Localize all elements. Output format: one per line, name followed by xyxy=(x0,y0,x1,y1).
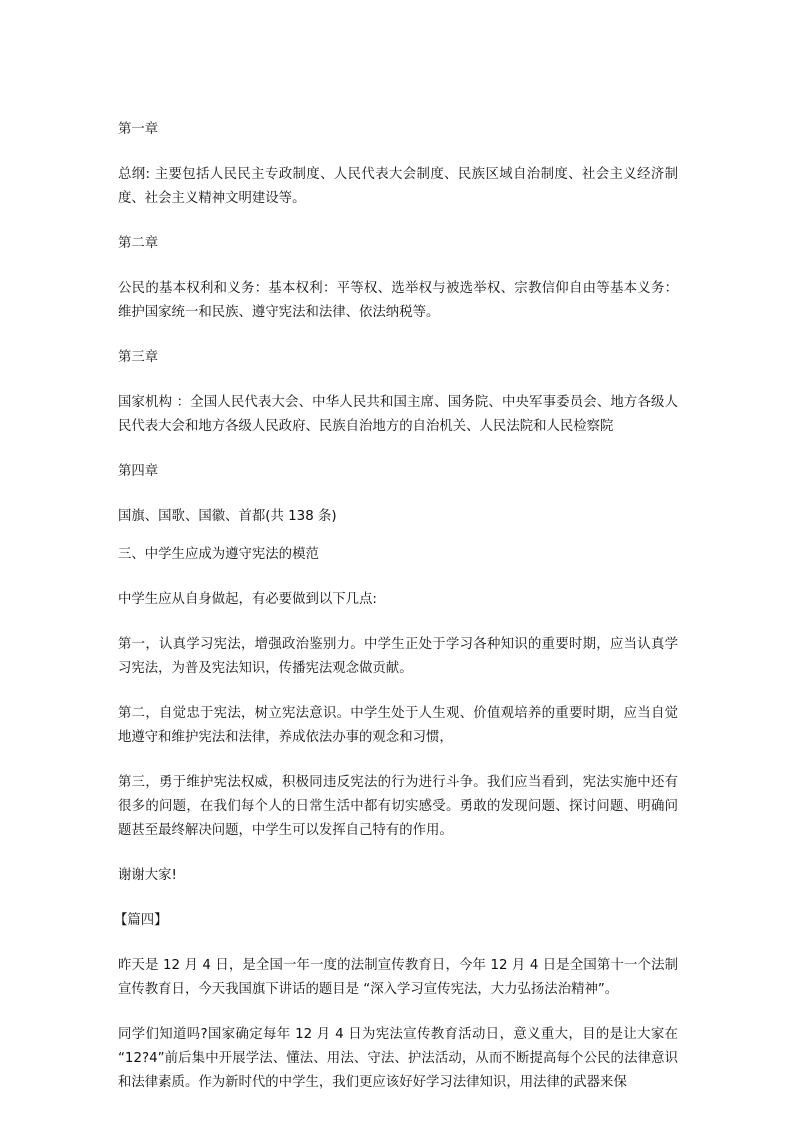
section-3-title: 三、中学生应成为遵守宪法的模范 xyxy=(118,547,319,562)
chapter-1-heading: 第一章 xyxy=(118,122,159,137)
chapter-2-heading: 第二章 xyxy=(118,236,159,251)
part-4-paragraph-2: 同学们知道吗?国家确定每年 12 月 4 日为宪法宣传教育活动日，意义重大，目的是让大家在 “12?4”前后集中开展学法、懂法、用法、守法、护法活动，从而不断提高每个公民的法律意识和法律素质。作为新时代的中学生，我们更应该好好学习法律知识，用法律的武器来保 xyxy=(118,1027,678,1090)
point-2-paragraph: 第二，自觉忠于宪法，树立宪法意识。中学生处于人生观、价值观培养的重要时期，应当自觉地遵守和维护宪法和法律，养成依法办事的观念和习惯， xyxy=(118,706,678,745)
chapter-1-text: 总纲: 主要包括人民民主专政制度、人民代表大会制度、民族区域自治制度、社会主义经济制度、社会主义精神文明建设等。 xyxy=(118,167,678,206)
chapter-3-text: 国家机构 ：全国人民代表大会、中华人民共和国主席、国务院、中央军事委员会、地方各级人民代表大会和地方各级人民政府、民族自治地方的自治机关、人民法院和人民检察院 xyxy=(118,395,678,434)
chapter-3-heading: 第三章 xyxy=(118,350,159,365)
part-4-heading: 【篇四】 xyxy=(114,913,168,928)
part-4-paragraph-1: 昨天是 12 月 4 日，是全国一年一度的法制宣传教育日，今年 12 月 4 日是全国第十一个法制宣传教育日，今天我国旗下讲话的题目是 “深入学习宣传宪法，大力弘扬法治精神”。 xyxy=(118,958,678,997)
chapter-4-heading: 第四章 xyxy=(118,464,159,479)
intro-paragraph: 中学生应从自身做起，有必要做到以下几点: xyxy=(118,592,377,607)
thanks-line: 谢谢大家! xyxy=(118,868,177,883)
point-1-paragraph: 第一，认真学习宪法，增强政治鉴别力。中学生正处于学习各种知识的重要时期，应当认真学习宪法，为普及宪法知识，传播宪法观念做贡献。 xyxy=(118,637,678,676)
chapter-4-text: 国旗、国歌、国徽、首都(共 138 条) xyxy=(118,509,337,524)
document-page xyxy=(114,118,678,1095)
point-3-paragraph: 第三，勇于维护宪法权威，积极同违反宪法的行为进行斗争。我们应当看到，宪法实施中还有很多的问题，在我们每个人的日常生活中都有切实感受。勇敢的发现问题、探讨问题、明确问题甚至最终解决问题，中学生可以发挥自己特有的作用。 xyxy=(118,775,678,838)
chapter-2-text: 公民的基本权利和义务：基本权利：平等权、选举权与被选举权、宗教信仰自由等基本义务：维护国家统一和民族、遵守宪法和法律、依法纳税等。 xyxy=(118,281,678,320)
